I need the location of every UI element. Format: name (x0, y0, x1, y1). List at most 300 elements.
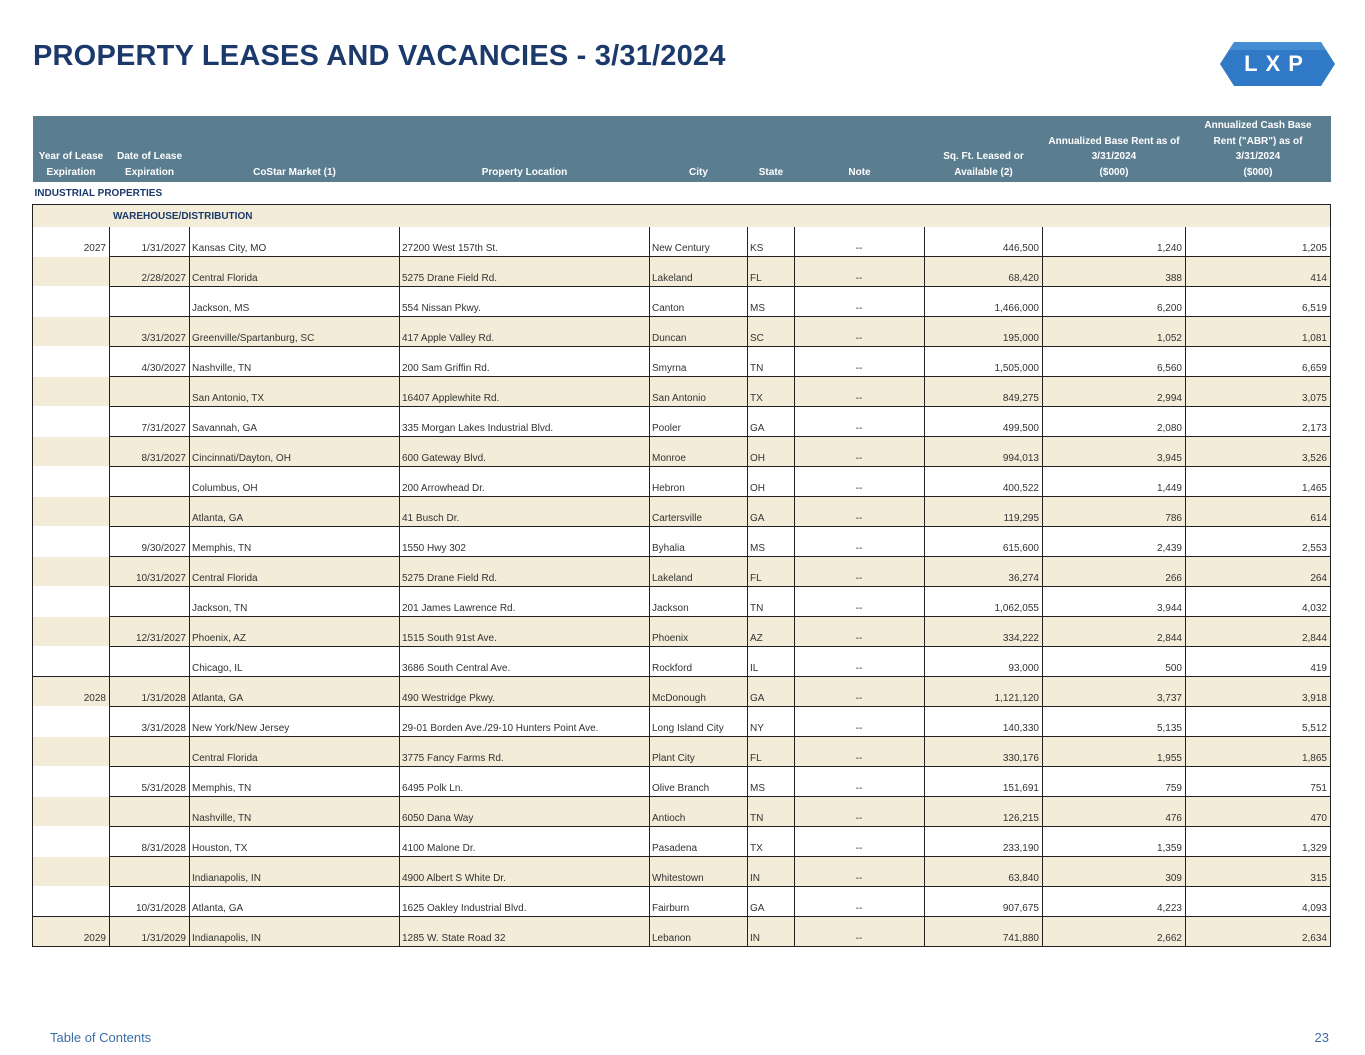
table-row (33, 677, 1331, 707)
cell-cash: 419 (1186, 647, 1331, 677)
cell-note: -- (795, 437, 925, 467)
cell-cash: 315 (1186, 857, 1331, 887)
cell-year (33, 317, 110, 347)
cell-sqft: 93,000 (925, 647, 1043, 677)
cell-cash: 751 (1186, 767, 1331, 797)
cell-state: MS (748, 287, 795, 317)
cell-location: 16407 Applewhite Rd. (400, 377, 650, 407)
subsection-label: WAREHOUSE/DISTRIBUTION (33, 205, 1331, 228)
cell-note: -- (795, 497, 925, 527)
header-line: Annualized Base Rent as of (1048, 135, 1180, 147)
cell-cash: 1,205 (1186, 227, 1331, 257)
cell-state: IN (748, 857, 795, 887)
cell-market: Phoenix, AZ (190, 617, 400, 647)
cell-city: Duncan (650, 317, 748, 347)
cell-date: 2/28/2027 (110, 257, 190, 287)
subsection-row (33, 205, 1331, 228)
cell-abr: 2,080 (1043, 407, 1186, 437)
cell-sqft: 1,062,055 (925, 587, 1043, 617)
cell-location: 200 Sam Griffin Rd. (400, 347, 650, 377)
cell-note: -- (795, 677, 925, 707)
cell-sqft: 499,500 (925, 407, 1043, 437)
cell-city: Phoenix (650, 617, 748, 647)
header-line: Sq. Ft. Leased or (943, 151, 1024, 162)
cell-abr: 5,135 (1043, 707, 1186, 737)
cell-location: 1625 Oakley Industrial Blvd. (400, 887, 650, 917)
cell-market: Atlanta, GA (190, 887, 400, 917)
cell-location: 554 Nissan Pkwy. (400, 287, 650, 317)
cell-date: 10/31/2027 (110, 557, 190, 587)
cell-cash: 2,634 (1186, 917, 1331, 947)
cell-city: San Antonio (650, 377, 748, 407)
cell-state: GA (748, 887, 795, 917)
cell-state: IN (748, 917, 795, 947)
header-line: State (758, 166, 784, 178)
cell-location: 3686 South Central Ave. (400, 647, 650, 677)
header-sqft (925, 116, 1043, 182)
cell-date: 4/30/2027 (110, 347, 190, 377)
cell-year (33, 497, 110, 527)
cell-year (33, 887, 110, 917)
cell-abr: 1,240 (1043, 227, 1186, 257)
cell-year (33, 737, 110, 767)
table-row (33, 767, 1331, 797)
cell-location: 600 Gateway Blvd. (400, 437, 650, 467)
cell-abr: 309 (1043, 857, 1186, 887)
cell-date (110, 857, 190, 887)
cell-cash: 614 (1186, 497, 1331, 527)
cell-abr: 500 (1043, 647, 1186, 677)
cell-city: Byhalia (650, 527, 748, 557)
cell-abr: 266 (1043, 557, 1186, 587)
header-line: City (689, 166, 708, 178)
header-line: Expiration (125, 166, 174, 178)
cell-cash: 264 (1186, 557, 1331, 587)
cell-year (33, 617, 110, 647)
cell-note: -- (795, 767, 925, 797)
cell-note: -- (795, 647, 925, 677)
cell-market: Indianapolis, IN (190, 917, 400, 947)
cell-year (33, 797, 110, 827)
table-row (33, 737, 1331, 767)
lease-table-container (32, 116, 1330, 947)
cell-city: New Century (650, 227, 748, 257)
cell-year (33, 587, 110, 617)
cell-note: -- (795, 377, 925, 407)
cell-location: 29-01 Borden Ave./29-10 Hunters Point Ave. (400, 707, 650, 737)
header-abr (1043, 116, 1186, 182)
cell-market: Nashville, TN (190, 347, 400, 377)
cell-market: Savannah, GA (190, 407, 400, 437)
lease-table (32, 116, 1331, 947)
table-row (33, 827, 1331, 857)
cell-location: 200 Arrowhead Dr. (400, 467, 650, 497)
cell-year: 2029 (33, 917, 110, 947)
cell-abr: 2,844 (1043, 617, 1186, 647)
cell-date (110, 647, 190, 677)
cell-year (33, 857, 110, 887)
cell-abr: 759 (1043, 767, 1186, 797)
table-row (33, 287, 1331, 317)
cell-location: 4900 Albert S White Dr. (400, 857, 650, 887)
header-line: 3/31/2024 (1091, 151, 1137, 162)
cell-year (33, 557, 110, 587)
cell-location: 4100 Malone Dr. (400, 827, 650, 857)
cell-state: MS (748, 527, 795, 557)
header-cash-abr (1186, 116, 1331, 182)
cell-cash: 1,081 (1186, 317, 1331, 347)
table-row (33, 647, 1331, 677)
cell-state: FL (748, 737, 795, 767)
cell-date (110, 737, 190, 767)
table-row (33, 467, 1331, 497)
table-row (33, 257, 1331, 287)
cell-state: MS (748, 767, 795, 797)
cell-location: 1285 W. State Road 32 (400, 917, 650, 947)
header-line: ($000) (1099, 166, 1129, 178)
cell-city: Whitestown (650, 857, 748, 887)
cell-note: -- (795, 887, 925, 917)
cell-market: New York/New Jersey (190, 707, 400, 737)
table-row (33, 857, 1331, 887)
cell-state: GA (748, 677, 795, 707)
cell-city: Lakeland (650, 257, 748, 287)
cell-sqft: 615,600 (925, 527, 1043, 557)
cell-date (110, 287, 190, 317)
cell-city: Plant City (650, 737, 748, 767)
cell-date (110, 587, 190, 617)
cell-note: -- (795, 527, 925, 557)
cell-cash: 470 (1186, 797, 1331, 827)
cell-abr: 388 (1043, 257, 1186, 287)
cell-city: Rockford (650, 647, 748, 677)
cell-abr: 1,955 (1043, 737, 1186, 767)
cell-note: -- (795, 707, 925, 737)
cell-sqft: 126,215 (925, 797, 1043, 827)
cell-state: AZ (748, 617, 795, 647)
cell-location: 1515 South 91st Ave. (400, 617, 650, 647)
cell-sqft: 1,505,000 (925, 347, 1043, 377)
cell-note: -- (795, 587, 925, 617)
cell-city: McDonough (650, 677, 748, 707)
cell-sqft: 330,176 (925, 737, 1043, 767)
cell-cash: 4,032 (1186, 587, 1331, 617)
cell-state: TN (748, 797, 795, 827)
cell-sqft: 849,275 (925, 377, 1043, 407)
cell-note: -- (795, 287, 925, 317)
cell-state: GA (748, 407, 795, 437)
cell-sqft: 334,222 (925, 617, 1043, 647)
cell-year: 2028 (33, 677, 110, 707)
table-row (33, 317, 1331, 347)
cell-city: Long Island City (650, 707, 748, 737)
cell-city: Monroe (650, 437, 748, 467)
cell-market: Chicago, IL (190, 647, 400, 677)
cell-market: Atlanta, GA (190, 497, 400, 527)
cell-city: Smyrna (650, 347, 748, 377)
cell-year (33, 437, 110, 467)
cell-sqft: 151,691 (925, 767, 1043, 797)
cell-sqft: 233,190 (925, 827, 1043, 857)
table-header-row (33, 116, 1331, 182)
cell-abr: 2,439 (1043, 527, 1186, 557)
table-row (33, 557, 1331, 587)
section-row (33, 182, 1331, 205)
cell-cash: 2,844 (1186, 617, 1331, 647)
cell-market: San Antonio, TX (190, 377, 400, 407)
cell-city: Lebanon (650, 917, 748, 947)
header-line: Available (2) (954, 166, 1013, 178)
cell-location: 6495 Polk Ln. (400, 767, 650, 797)
header-line: Note (848, 166, 871, 178)
cell-city: Jackson (650, 587, 748, 617)
cell-location: 417 Apple Valley Rd. (400, 317, 650, 347)
cell-market: Cincinnati/Dayton, OH (190, 437, 400, 467)
header-line: 3/31/2024 (1235, 151, 1281, 162)
cell-year (33, 467, 110, 497)
cell-date: 1/31/2027 (110, 227, 190, 257)
cell-date (110, 377, 190, 407)
cell-date: 1/31/2028 (110, 677, 190, 707)
cell-location: 6050 Dana Way (400, 797, 650, 827)
cell-year (33, 707, 110, 737)
cell-cash: 414 (1186, 257, 1331, 287)
table-row (33, 377, 1331, 407)
cell-market: Houston, TX (190, 827, 400, 857)
logo-text: LXP (1244, 51, 1311, 76)
cell-sqft: 907,675 (925, 887, 1043, 917)
cell-city: Pooler (650, 407, 748, 437)
cell-date: 10/31/2028 (110, 887, 190, 917)
cell-sqft: 195,000 (925, 317, 1043, 347)
cell-date (110, 467, 190, 497)
cell-date: 8/31/2027 (110, 437, 190, 467)
cell-abr: 3,944 (1043, 587, 1186, 617)
cell-note: -- (795, 917, 925, 947)
cell-date (110, 497, 190, 527)
cell-date: 8/31/2028 (110, 827, 190, 857)
cell-year (33, 647, 110, 677)
header-city (650, 116, 748, 182)
header-line: ($000) (1243, 166, 1273, 178)
cell-abr: 1,052 (1043, 317, 1186, 347)
cell-location: 5275 Drane Field Rd. (400, 257, 650, 287)
cell-state: SC (748, 317, 795, 347)
cell-year (33, 767, 110, 797)
page-title: PROPERTY LEASES AND VACANCIES - 3/31/2024 (33, 40, 726, 72)
cell-sqft: 119,295 (925, 497, 1043, 527)
cell-cash: 3,075 (1186, 377, 1331, 407)
header-line: CoStar Market (1) (253, 166, 336, 178)
cell-city: Cartersville (650, 497, 748, 527)
cell-state: TX (748, 377, 795, 407)
cell-state: TN (748, 347, 795, 377)
table-row (33, 227, 1331, 257)
cell-note: -- (795, 617, 925, 647)
cell-state: NY (748, 707, 795, 737)
cell-abr: 6,560 (1043, 347, 1186, 377)
cell-location: 335 Morgan Lakes Industrial Blvd. (400, 407, 650, 437)
cell-note: -- (795, 737, 925, 767)
page-number: 23 (1314, 1030, 1329, 1045)
cell-cash: 3,918 (1186, 677, 1331, 707)
cell-note: -- (795, 797, 925, 827)
table-row (33, 497, 1331, 527)
cell-date: 12/31/2027 (110, 617, 190, 647)
cell-cash: 4,093 (1186, 887, 1331, 917)
cell-abr: 4,223 (1043, 887, 1186, 917)
cell-year (33, 377, 110, 407)
cell-abr: 3,945 (1043, 437, 1186, 467)
table-row (33, 707, 1331, 737)
cell-state: FL (748, 557, 795, 587)
cell-sqft: 446,500 (925, 227, 1043, 257)
cell-state: FL (748, 257, 795, 287)
header-market (190, 116, 400, 182)
table-row (33, 617, 1331, 647)
header-line: Annualized Cash Base (1204, 120, 1312, 131)
cell-cash: 1,329 (1186, 827, 1331, 857)
cell-year: 2027 (33, 227, 110, 257)
cell-date: 3/31/2027 (110, 317, 190, 347)
cell-state: OH (748, 437, 795, 467)
cell-cash: 2,173 (1186, 407, 1331, 437)
cell-location: 27200 West 157th St. (400, 227, 650, 257)
header-line: Date of Lease (116, 151, 183, 162)
cell-city: Hebron (650, 467, 748, 497)
cell-abr: 786 (1043, 497, 1186, 527)
table-row (33, 437, 1331, 467)
cell-cash: 5,512 (1186, 707, 1331, 737)
cell-state: IL (748, 647, 795, 677)
cell-location: 1550 Hwy 302 (400, 527, 650, 557)
cell-abr: 6,200 (1043, 287, 1186, 317)
lxp-logo (1220, 36, 1335, 92)
cell-market: Atlanta, GA (190, 677, 400, 707)
cell-market: Central Florida (190, 557, 400, 587)
cell-note: -- (795, 317, 925, 347)
cell-cash: 1,865 (1186, 737, 1331, 767)
cell-market: Columbus, OH (190, 467, 400, 497)
cell-location: 490 Westridge Pkwy. (400, 677, 650, 707)
header-line: Property Location (481, 166, 568, 178)
cell-abr: 3,737 (1043, 677, 1186, 707)
cell-note: -- (795, 857, 925, 887)
section-label: INDUSTRIAL PROPERTIES (33, 182, 1331, 205)
cell-market: Indianapolis, IN (190, 857, 400, 887)
cell-cash: 3,526 (1186, 437, 1331, 467)
header-date (110, 116, 190, 182)
cell-note: -- (795, 407, 925, 437)
cell-date: 5/31/2028 (110, 767, 190, 797)
cell-city: Antioch (650, 797, 748, 827)
cell-market: Memphis, TN (190, 767, 400, 797)
cell-abr: 1,449 (1043, 467, 1186, 497)
header-state (748, 116, 795, 182)
cell-market: Central Florida (190, 737, 400, 767)
header-year (33, 116, 110, 182)
cell-market: Central Florida (190, 257, 400, 287)
cell-note: -- (795, 257, 925, 287)
cell-date: 9/30/2027 (110, 527, 190, 557)
cell-sqft: 63,840 (925, 857, 1043, 887)
cell-sqft: 140,330 (925, 707, 1043, 737)
cell-market: Nashville, TN (190, 797, 400, 827)
cell-abr: 476 (1043, 797, 1186, 827)
cell-state: KS (748, 227, 795, 257)
cell-year (33, 407, 110, 437)
cell-sqft: 68,420 (925, 257, 1043, 287)
cell-sqft: 1,466,000 (925, 287, 1043, 317)
cell-market: Kansas City, MO (190, 227, 400, 257)
table-of-contents-link[interactable]: Table of Contents (50, 1030, 152, 1045)
cell-market: Jackson, MS (190, 287, 400, 317)
cell-sqft: 400,522 (925, 467, 1043, 497)
cell-sqft: 741,880 (925, 917, 1043, 947)
cell-note: -- (795, 557, 925, 587)
cell-year (33, 347, 110, 377)
cell-sqft: 1,121,120 (925, 677, 1043, 707)
cell-market: Memphis, TN (190, 527, 400, 557)
cell-note: -- (795, 467, 925, 497)
cell-note: -- (795, 827, 925, 857)
cell-location: 3775 Fancy Farms Rd. (400, 737, 650, 767)
cell-note: -- (795, 227, 925, 257)
cell-date: 3/31/2028 (110, 707, 190, 737)
cell-year (33, 287, 110, 317)
cell-city: Lakeland (650, 557, 748, 587)
cell-cash: 2,553 (1186, 527, 1331, 557)
cell-market: Jackson, TN (190, 587, 400, 617)
cell-abr: 2,662 (1043, 917, 1186, 947)
cell-city: Olive Branch (650, 767, 748, 797)
cell-market: Greenville/Spartanburg, SC (190, 317, 400, 347)
cell-date: 1/31/2029 (110, 917, 190, 947)
cell-sqft: 36,274 (925, 557, 1043, 587)
cell-location: 201 James Lawrence Rd. (400, 587, 650, 617)
cell-abr: 2,994 (1043, 377, 1186, 407)
header-location (400, 116, 650, 182)
cell-state: TX (748, 827, 795, 857)
cell-date: 7/31/2027 (110, 407, 190, 437)
cell-cash: 6,519 (1186, 287, 1331, 317)
table-row (33, 917, 1331, 947)
cell-year (33, 527, 110, 557)
header-line: Expiration (46, 166, 96, 178)
cell-city: Canton (650, 287, 748, 317)
table-row (33, 407, 1331, 437)
cell-cash: 6,659 (1186, 347, 1331, 377)
cell-city: Fairburn (650, 887, 748, 917)
table-row (33, 797, 1331, 827)
cell-cash: 1,465 (1186, 467, 1331, 497)
cell-year (33, 827, 110, 857)
table-row (33, 347, 1331, 377)
cell-city: Pasadena (650, 827, 748, 857)
cell-sqft: 994,013 (925, 437, 1043, 467)
header-note (795, 116, 925, 182)
cell-state: GA (748, 497, 795, 527)
table-row (33, 527, 1331, 557)
cell-note: -- (795, 347, 925, 377)
cell-state: TN (748, 587, 795, 617)
table-row (33, 587, 1331, 617)
table-row (33, 887, 1331, 917)
cell-state: OH (748, 467, 795, 497)
header-line: Year of Lease (38, 151, 104, 162)
header-line: Rent ("ABR") as of (1213, 135, 1303, 147)
cell-location: 5275 Drane Field Rd. (400, 557, 650, 587)
